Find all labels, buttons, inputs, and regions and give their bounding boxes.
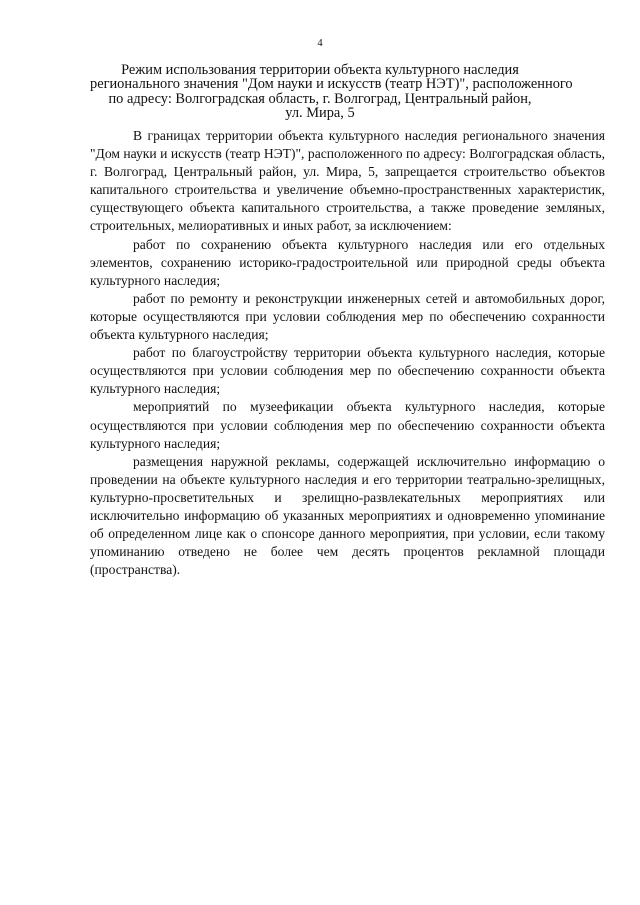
title-line: по адресу: Волгоградская область, г. Волгоград, Центральный район, xyxy=(108,90,532,107)
exception-item: размещения наружной рекламы, содержащей исключительно информацию о проведении на объекте культурного наследия и его территории театрально-зрелищных, культурно-просветительных и зрелищно-развлекательных мероприятиях или исключительно информацию об указанных мероприятиях и одновременно упоминание об определенном лице как о спонсоре данного мероприятия, при условии, если такому упоминанию отведено не более чем десять процентов рекламной площади (пространства). xyxy=(90,453,605,578)
page-number: 4 xyxy=(317,38,323,49)
exception-item: работ по благоустройству территории объекта культурного наследия, которые осуществляются при условии соблюдения мер по обеспечению сохранности объекта культурного наследия; xyxy=(90,345,605,397)
document-body xyxy=(90,127,605,579)
exception-item: работ по сохранению объекта культурного наследия или его отдельных элементов, сохранению историко-градостроительной или природной среды объекта культурного наследия; xyxy=(90,236,605,288)
title-line: ул. Мира, 5 xyxy=(285,105,355,122)
document-title xyxy=(90,62,573,122)
exception-item: работ по ремонту и реконструкции инженерных сетей и автомобильных дорог, которые осуществляются при условии соблюдения мер по обеспечению сохранности объекта культурного наследия; xyxy=(90,290,605,343)
title-line: регионального значения "Дом науки и искусств (театр НЭТ)", расположенного xyxy=(90,76,573,93)
exception-item: мероприятий по музеефикации объекта культурного наследия, которые осуществляются при условии соблюдения мер по обеспечению сохранности объекта культурного наследия; xyxy=(90,399,605,451)
intro-paragraph: В границах территории объекта культурного наследия регионального значения "Дом науки и искусств (театр НЭТ)", расположенного по адресу: Волгоградская область, г. Волгоград, Центральный район, ул. Мира, 5, запрещается строительство объектов капитального строительства и увеличение объемно-пространственных характеристик, существующего объекта капитального строительства, а также проведение земляных, строительных, мелиоративных и иных работ, за исключением: xyxy=(90,128,605,234)
title-line: Режим использования территории объекта культурного наследия xyxy=(121,62,519,78)
